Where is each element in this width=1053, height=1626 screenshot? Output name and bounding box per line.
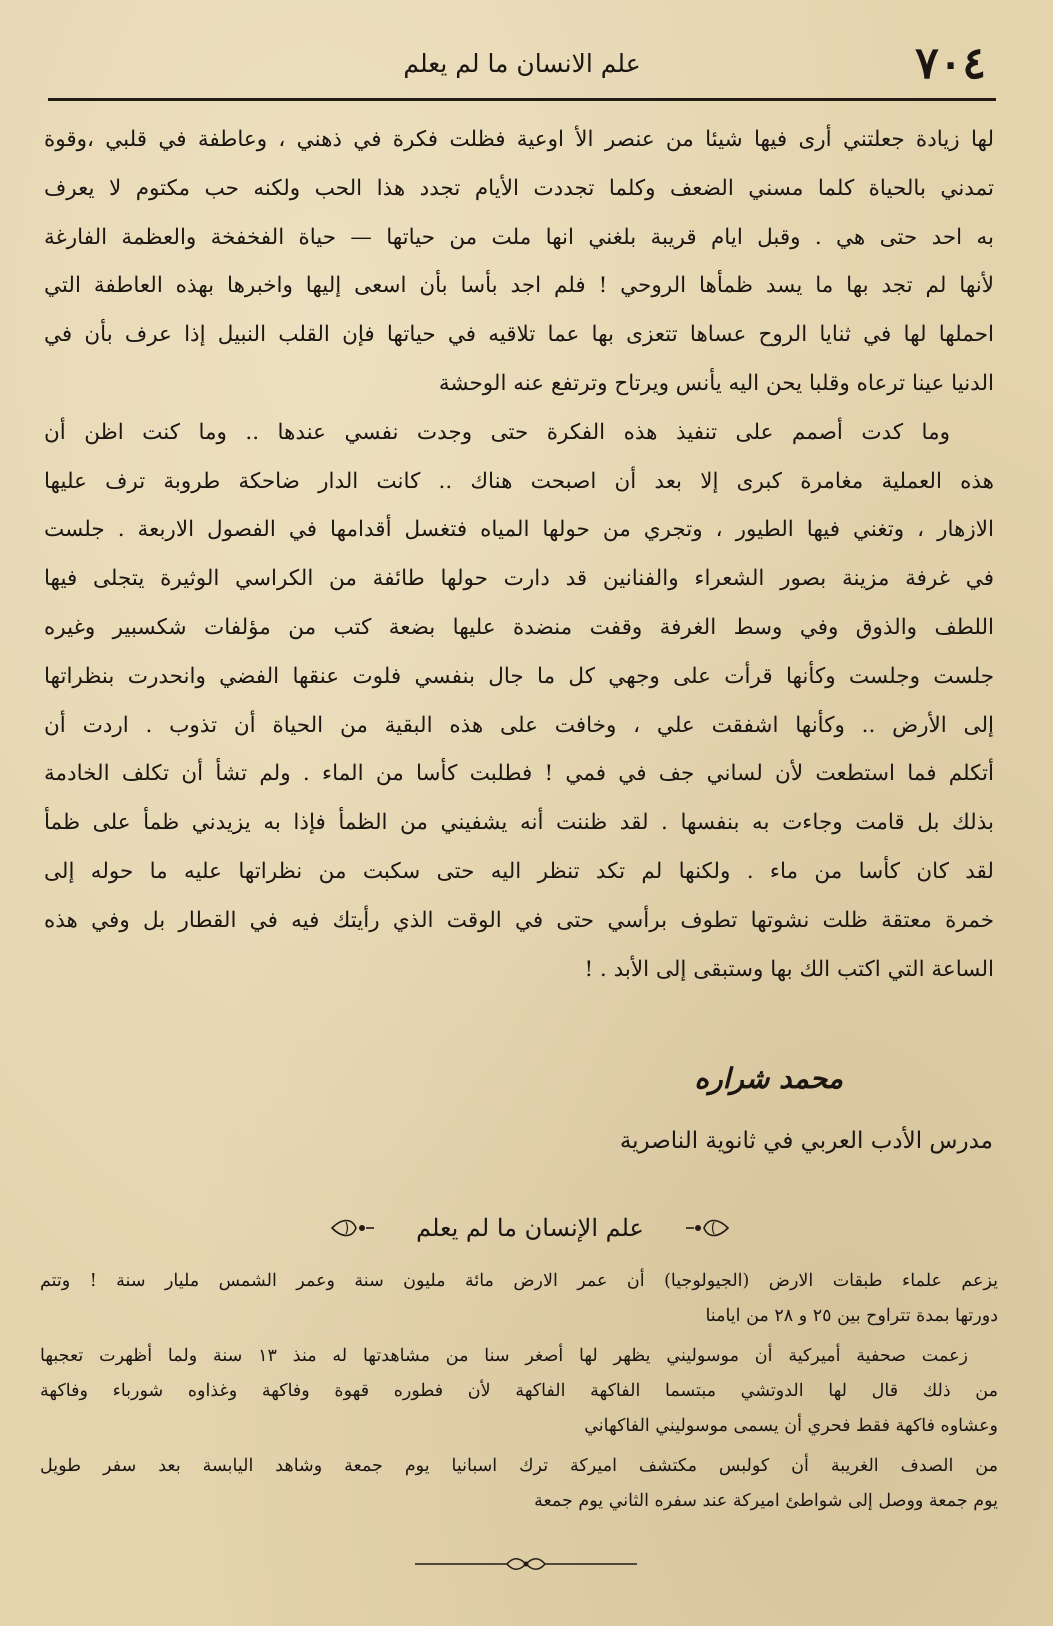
fleuron-left-icon: [330, 1216, 376, 1240]
text-line: لقد كان كأسا من ماء . ولكنها لم تكد تنظر اليه حتى سكبت من نظراتها عليه ما حوله إلى: [44, 858, 994, 884]
text-line: تمدني بالحياة كلما مسني الضعف وكلما تجددت الأيام تجدد هذا الحب ولكنه حب مكتوم لا يعرف: [44, 175, 994, 201]
running-title: علم الانسان ما لم يعلم: [403, 49, 641, 78]
text-line: الساعة التي اكتب الك بها وستبقى إلى الأبد . !: [584, 956, 994, 982]
fact-item: [40, 1449, 998, 1519]
article-body: [44, 116, 994, 994]
text-line: الازهار ، وتغني فيها الطيور ، وتجري من حولها المياه فتغسل أقدامها في الفصول الاربعة . جلست: [44, 517, 994, 543]
section-title: علم الإنسان ما لم يعلم: [416, 1214, 644, 1242]
fleuron-right-icon: [684, 1216, 730, 1240]
text-line: وعشاوه فاكهة فقط فحري أن يسمى موسوليني الفاكهاني: [584, 1416, 998, 1436]
text-line: دورتها بمدة تتراوح بين ٢٥ و ٢٨ من ايامنا: [705, 1306, 998, 1326]
author-position: مدرس الأدب العربي في ثانوية الناصرية: [619, 1128, 993, 1154]
text-line: زعمت صحفية أميركية أن موسوليني يظهر لها أصغر سنا من مشاهدتها له منذ ١٣ سنة ولما أظهرت تعجبها: [40, 1346, 968, 1366]
author-signature: محمد شراره: [694, 1062, 843, 1095]
paragraph: [44, 116, 994, 409]
text-line: في غرفة مزينة بصور الشعراء والفنانين قد دارت حولها طائفة من الكراسي الوثيرة يتجلى فيها: [44, 566, 994, 592]
text-line: اللطف والذوق وفي وسط الغرفة وقفت منضدة عليها بضعة كتب من مؤلفات شكسبير وغيره: [44, 614, 994, 640]
facts-list: [40, 1264, 998, 1524]
text-line: إلى الأرض .. وكأنها اشفقت علي ، وخافت على هذه البقية من الحياة أن تذوب . اردت أن: [44, 712, 994, 738]
header-rule: [48, 98, 996, 101]
text-line: يوم جمعة ووصل إلى شواطئ اميركة عند سفره الثاني يوم جمعة: [534, 1491, 998, 1511]
text-line: جلست وجلست وكأنها قرأت على وجهي كل ما جال بنفسي فلوت عنقها الفضي وانحدرت بنظراتها: [44, 663, 994, 689]
fact-item: [40, 1339, 998, 1444]
text-line: خمرة معتقة ظلت نشوتها تطوف برأسي حتى في الوقت الذي رأيتك فيه في القطار بل وفي هذه: [44, 907, 994, 933]
page-header: [48, 38, 996, 90]
section-heading: [330, 1208, 730, 1252]
page-number: ٧٠٤: [915, 38, 986, 89]
fact-item: [40, 1264, 998, 1334]
text-line: هذه العملية مغامرة كبرى إلا بعد أن اصبحت هناك .. كانت الدار ضاحكة طروبة ترف عليها: [44, 468, 994, 494]
divider-ornament-icon: [415, 1556, 637, 1572]
paragraph: [44, 409, 994, 995]
text-line: من الصدف الغريبة أن كولبس مكتشف اميركة ترك اسبانيا يوم جمعة وشاهد اليابسة بعد سفر طويل: [40, 1456, 998, 1476]
text-line: أتكلم فما استطعت لأن لساني جف في فمي ! فطلبت كأسا من الماء . ولم تشأ أن تكلف الخادمة: [44, 761, 994, 787]
text-line: يزعم علماء طبقات الارض (الجيولوجيا) أن عمر الارض مائة مليون سنة وعمر الشمس مليار سنة ! وتتم: [40, 1271, 998, 1291]
text-line: لها زيادة جعلتني أرى فيها شيئا من عنصر الأ اوعية فظلت فكرة في ذهني ، وعاطفة في قلبي ،وقوة: [44, 127, 994, 152]
text-line: من ذلك قال لها الدوتشي مبتسما الفاكهة الفاكهة لأن فطوره قهوة وفاكهة وغذاوه شورباء وفاكهة: [40, 1381, 998, 1401]
text-line: بذلك بل قامت وجاءت به بنفسها . لقد ظننت أنه يشفيني من الظمأ فإذا به يزيدني ظمأ على ظمأ: [44, 810, 994, 836]
text-line: لأنها لم تجد بها ما يسد ظمأها الروحي ! فلم اجد بأسا بأن اسعى إليها واخبرها بهذه العاطفة التي: [44, 273, 994, 299]
text-line: به احد حتى هي . وقبل ايام قريبة بلغني انها ملت من حياتها — حياة الفخفخة والعظمة الفارغة: [44, 224, 994, 250]
text-line: وما كدت أصمم على تنفيذ هذه الفكرة حتى وجدت نفسي عندها .. وما كنت اظن أن: [44, 419, 950, 445]
text-line: احملها لها في ثنايا الروح عساها تتعزى بها عما تلاقيه في حياتها فإن القلب النبيل إذا عرف بأن في: [44, 322, 994, 348]
text-line: الدنيا عينا ترعاه وقلبا يحن اليه يأنس ويرتاح وترتفع عنه الوحشة: [438, 370, 994, 396]
